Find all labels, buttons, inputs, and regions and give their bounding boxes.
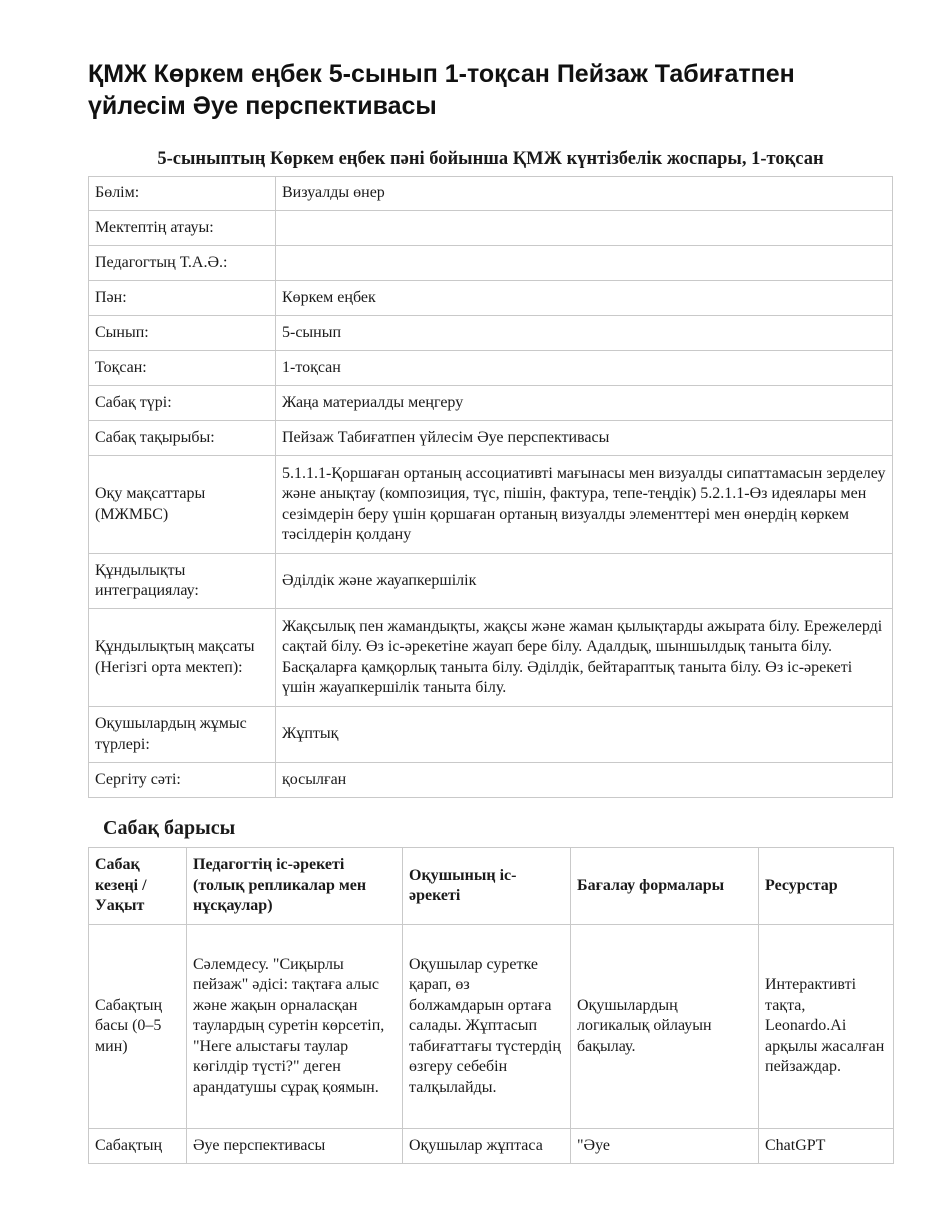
info-value: қосылған xyxy=(276,763,893,798)
lesson-cell: ChatGPT xyxy=(759,1129,894,1164)
lesson-progress-table xyxy=(88,847,894,1164)
lesson-cell: Сабақтың басы (0–5 мин) xyxy=(89,925,187,1129)
lesson-column-header: Педагогтің іс-әрекеті (толық репликалар мен нұсқаулар) xyxy=(187,848,403,925)
info-row xyxy=(89,246,893,281)
info-value: Жұптық xyxy=(276,707,893,763)
info-row xyxy=(89,177,893,211)
info-label: Педагогтың Т.А.Ә.: xyxy=(89,246,276,281)
lesson-column-header: Бағалау формалары xyxy=(571,848,759,925)
info-row xyxy=(89,421,893,456)
info-row xyxy=(89,456,893,554)
info-value: 5-сынып xyxy=(276,316,893,351)
info-label: Оқу мақсаттары (МЖМБС) xyxy=(89,456,276,554)
page-title: ҚМЖ Көркем еңбек 5-сынып 1-тоқсан Пейзаж Табиғатпен үйлесім Әуе перспективасы xyxy=(88,60,795,120)
info-value: Көркем еңбек xyxy=(276,281,893,316)
info-row xyxy=(89,211,893,246)
document-page xyxy=(88,58,893,1164)
info-label: Оқушылардың жұмыс түрлері: xyxy=(89,707,276,763)
info-label: Құндылықтың мақсаты (Негізгі орта мектеп): xyxy=(89,609,276,707)
lesson-cell: Сабақтың xyxy=(89,1129,187,1164)
info-label: Құндылықты интеграциялау: xyxy=(89,554,276,609)
lesson-cell: Оқушылар суретке қарап, өз болжамдарын ортаға салады. Жұптасып табиғаттағы түстердің өзгеру себебін талқылайды. xyxy=(403,925,571,1129)
lesson-info-table xyxy=(88,176,893,798)
info-label: Пән: xyxy=(89,281,276,316)
info-value: 1-тоқсан xyxy=(276,351,893,386)
info-row xyxy=(89,707,893,763)
info-row xyxy=(89,386,893,421)
lesson-row xyxy=(89,1129,894,1164)
info-label: Сергіту сәті: xyxy=(89,763,276,798)
info-value: 5.1.1.1-Қоршаған ортаның ассоциативті мағынасы мен визуалды сипаттамасын зерделеу және анықтау (композиция, түс, пішін, фактура, тепе-теңдік) 5.2.1.1-Өз идеялары мен сезімдерін беру үшін қоршаған ортаның визуалды элементтері мен өнердің көркем тәсілдерін қолдану xyxy=(276,456,893,554)
info-value: Жаңа материалды меңгеру xyxy=(276,386,893,421)
lesson-cell: "Әуе xyxy=(571,1129,759,1164)
info-value: Жақсылық пен жамандықты, жақсы және жаман қылықтарды ажырата білу. Ережелерді сақтай білу. Өз іс-әрекетіне жауап бере білу. Адалдық, шыншылдық таныта білу. Басқаларға қамқорлық таныта білу. Әділдік, бейтараптық таныта білу. Өз іс-әрекеті үшін жауапкершілік таныта білу. xyxy=(276,609,893,707)
lesson-cell: Интерактивті тақта, Leonardo.Ai арқылы жасалған пейзаждар. xyxy=(759,925,894,1129)
info-row xyxy=(89,281,893,316)
lesson-cell: Әуе перспективасы xyxy=(187,1129,403,1164)
info-value xyxy=(276,246,893,281)
info-label: Мектептің атауы: xyxy=(89,211,276,246)
lesson-column-header: Оқушының іс-әрекеті xyxy=(403,848,571,925)
plan-subtitle: 5-сыныптың Көркем еңбек пәні бойынша ҚМЖ күнтізбелік жоспары, 1-тоқсан xyxy=(157,149,824,169)
info-value xyxy=(276,211,893,246)
info-value: Пейзаж Табиғатпен үйлесім Әуе перспективасы xyxy=(276,421,893,456)
info-label: Бөлім: xyxy=(89,177,276,211)
lesson-cell: Оқушылардың логикалық ойлауын бақылау. xyxy=(571,925,759,1129)
info-label: Тоқсан: xyxy=(89,351,276,386)
info-label: Сабақ түрі: xyxy=(89,386,276,421)
lesson-column-header: Сабақ кезеңі / Уақыт xyxy=(89,848,187,925)
info-label: Сынып: xyxy=(89,316,276,351)
info-label: Сабақ тақырыбы: xyxy=(89,421,276,456)
info-value: Визуалды өнер xyxy=(276,177,893,211)
info-row xyxy=(89,609,893,707)
info-value: Әділдік және жауапкершілік xyxy=(276,554,893,609)
lesson-cell: Оқушылар жұптаса xyxy=(403,1129,571,1164)
lesson-cell: Сәлемдесу. "Сиқырлы пейзаж" әдісі: тақтаға алыс және жақын орналасқан таулардың суретін көрсетіп, "Неге алыстағы таулар көгілдір түсті?" деген арандатушы сұрақ қоямын. xyxy=(187,925,403,1129)
info-row xyxy=(89,316,893,351)
lesson-column-header: Ресурстар xyxy=(759,848,894,925)
info-row xyxy=(89,554,893,609)
lesson-row xyxy=(89,925,894,1129)
info-row xyxy=(89,351,893,386)
info-row xyxy=(89,763,893,798)
lesson-progress-heading: Сабақ барысы xyxy=(103,817,236,839)
